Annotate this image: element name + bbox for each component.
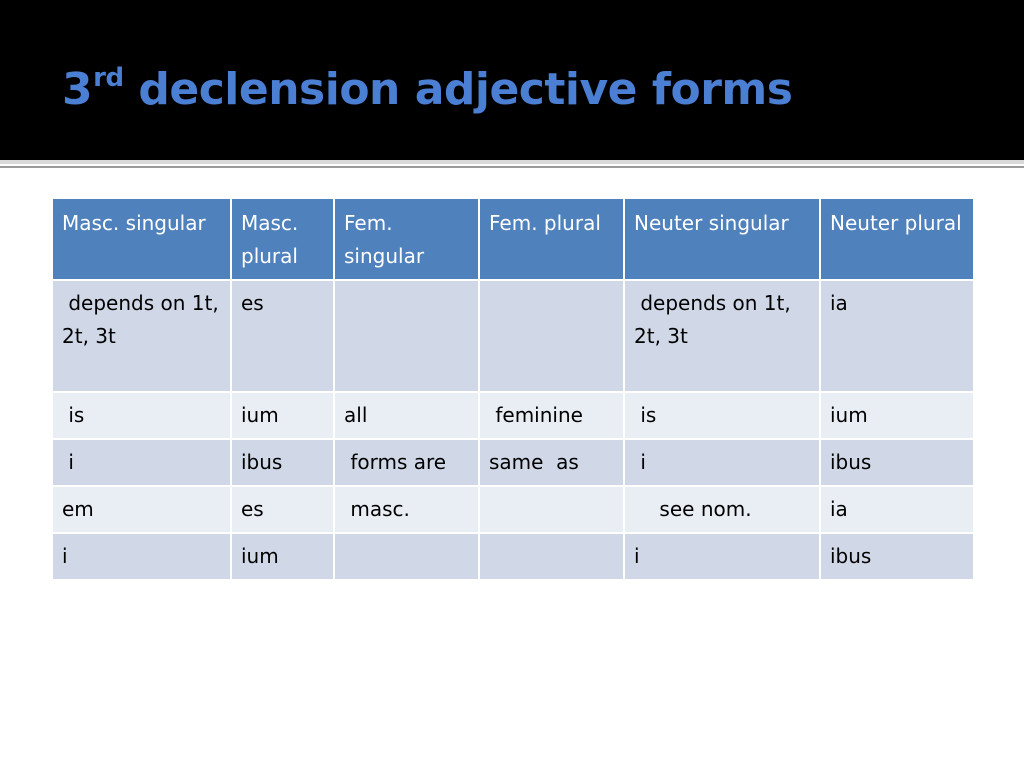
table-cell: ia (820, 486, 974, 533)
header-cell-masc-plural: Masc. plural (231, 198, 334, 280)
table-cell: ibus (820, 439, 974, 486)
table-cell (479, 486, 624, 533)
header-cell-neuter-plural: Neuter plural (820, 198, 974, 280)
table-cell: ia (820, 280, 974, 392)
table-cell: masc. (334, 486, 479, 533)
table-row (52, 392, 974, 439)
adjective-forms-table (51, 197, 975, 581)
table-cell (334, 280, 479, 392)
table-header-row (52, 198, 974, 280)
table-cell: ibus (820, 533, 974, 580)
table-cell: same as (479, 439, 624, 486)
table-cell (479, 280, 624, 392)
title-band (0, 0, 1024, 160)
table-row (52, 439, 974, 486)
divider-dark (0, 166, 1024, 168)
table-cell: depends on 1t, 2t, 3t (624, 280, 820, 392)
table-row (52, 486, 974, 533)
table-cell: depends on 1t, 2t, 3t (52, 280, 231, 392)
divider-light (0, 160, 1024, 164)
table-cell: es (231, 280, 334, 392)
table-cell: i (52, 533, 231, 580)
table-cell: is (624, 392, 820, 439)
table-cell: em (52, 486, 231, 533)
table-cell: feminine (479, 392, 624, 439)
table-row (52, 280, 974, 392)
table-cell: i (624, 533, 820, 580)
table-cell: ibus (231, 439, 334, 486)
title-text: declension adjective forms (123, 64, 793, 115)
header-cell-masc-singular: Masc. singular (52, 198, 231, 280)
title-number: 3 (62, 64, 93, 115)
table-cell: i (52, 439, 231, 486)
table-cell: es (231, 486, 334, 533)
table-cell: ium (231, 392, 334, 439)
table-cell (334, 533, 479, 580)
header-cell-fem-singular: Fem. singular (334, 198, 479, 280)
table-cell (479, 533, 624, 580)
title-superscript: rd (93, 63, 124, 93)
table-cell: i (624, 439, 820, 486)
table-cell: ium (820, 392, 974, 439)
table-cell: ium (231, 533, 334, 580)
header-cell-neuter-singular: Neuter singular (624, 198, 820, 280)
table-cell: forms are (334, 439, 479, 486)
table-cell: see nom. (624, 486, 820, 533)
slide-title (62, 55, 792, 125)
header-cell-fem-plural: Fem. plural (479, 198, 624, 280)
table-cell: all (334, 392, 479, 439)
table-cell: is (52, 392, 231, 439)
table-row (52, 533, 974, 580)
